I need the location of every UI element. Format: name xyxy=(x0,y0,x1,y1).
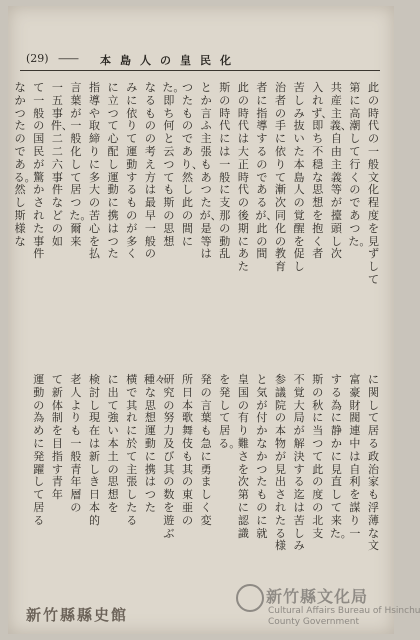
body-text-bottom xyxy=(24,374,380,590)
page-header xyxy=(20,50,380,71)
text-column: 発の言葉も急に勇ましく変 xyxy=(200,373,212,527)
text-column: 共産主義、自由主義等が擡頭し次 xyxy=(329,81,352,261)
text-column: を発して居る。 xyxy=(218,373,241,450)
text-column: 治者の手に依りて漸次同化の教育 xyxy=(275,81,286,274)
text-column: 参議院の本物が見出されたる様 xyxy=(275,373,286,553)
text-column: 運動の為めに発躍して居る xyxy=(33,373,45,527)
text-column: た。即ち何と云つても斯の思想 xyxy=(162,81,185,248)
text-column: 此の時代は大正時代の後期にあた xyxy=(237,81,249,274)
text-column: みに依りて運動するものが多く xyxy=(126,81,138,261)
text-column: 一五事件、二二六事件などの如 xyxy=(50,81,73,248)
text-column: する為に静かに見直して来た。 xyxy=(329,373,352,540)
text-column: なるものの考え方は最早一般の xyxy=(144,81,156,261)
text-column: に出て強い本土の思想を xyxy=(107,373,119,514)
text-column: 苦しみ抜いた本島人の覚醒を促し xyxy=(293,81,305,274)
watermark-line-2: County Government xyxy=(268,617,360,627)
page-number: (29) xyxy=(26,52,49,65)
text-column: 種々な思想運動に携はつた xyxy=(143,373,166,514)
text-column: 言葉が一般化して居つた。爾来 xyxy=(69,81,92,248)
text-column: 指導や取締りに多大の苦心を払 xyxy=(89,81,100,261)
header-dash: —— xyxy=(58,52,78,65)
text-column: に立つて心配し運動に携はつた xyxy=(107,81,119,261)
text-column: 斯の秋に当つて此の度の北支 xyxy=(312,373,324,540)
text-column: 老人よりも一般青年層の xyxy=(70,373,82,514)
text-column: 不覚大局が解決する迄は苦しみ xyxy=(293,373,305,553)
text-column: 研究の努力及び其の数を遊ぶ xyxy=(163,373,175,540)
text-column: 所日本歌舞伎も其の東亜の xyxy=(182,373,193,527)
watermark-line-1: Cultural Affairs Bureau of Hsinchu xyxy=(268,606,420,616)
text-column: つたものであり、然し此の間に xyxy=(181,81,203,248)
text-column: 斯の時代には一般に支那の動乱 xyxy=(219,81,231,261)
text-column: 横で其れに於て主張したる xyxy=(126,373,138,527)
text-column: とか言ふ主張もあつたが、是等は xyxy=(199,81,222,261)
bureau-logo-icon xyxy=(236,584,264,612)
body-text-top xyxy=(13,81,380,358)
text-column: 者に指導するのであるが、此の間 xyxy=(255,81,278,261)
text-column: 富豪財閥連中は自利を謀り一 xyxy=(349,373,361,540)
text-column: 此の時代の一般文化程度を見ずして xyxy=(368,81,379,286)
text-column: 入れず、即ち不穏な思想を抱く者 xyxy=(311,81,333,261)
running-title: 本島人の皇民化 xyxy=(100,54,240,67)
text-column: なかつたのである。然し斯様な xyxy=(13,81,36,248)
document-page xyxy=(8,6,420,634)
text-column: て新体制を目指す青年 xyxy=(51,373,63,502)
text-column: 検討し現在は新しき日本的 xyxy=(89,373,100,527)
text-column: と気が付かなかつたものに就 xyxy=(256,373,268,540)
text-column: に関して居る政治家も浮薄な文 xyxy=(368,373,379,553)
text-column: 第に高潮して行くのであつた。 xyxy=(348,81,371,248)
watermark-name: 新竹縣文化局 xyxy=(266,587,369,606)
text-column: 皇国の有り難さを次第に認識 xyxy=(237,373,249,540)
text-column: て一般の国民が驚かされた事件 xyxy=(33,81,45,261)
archive-stamp: 新竹縣縣史館 xyxy=(26,606,129,624)
